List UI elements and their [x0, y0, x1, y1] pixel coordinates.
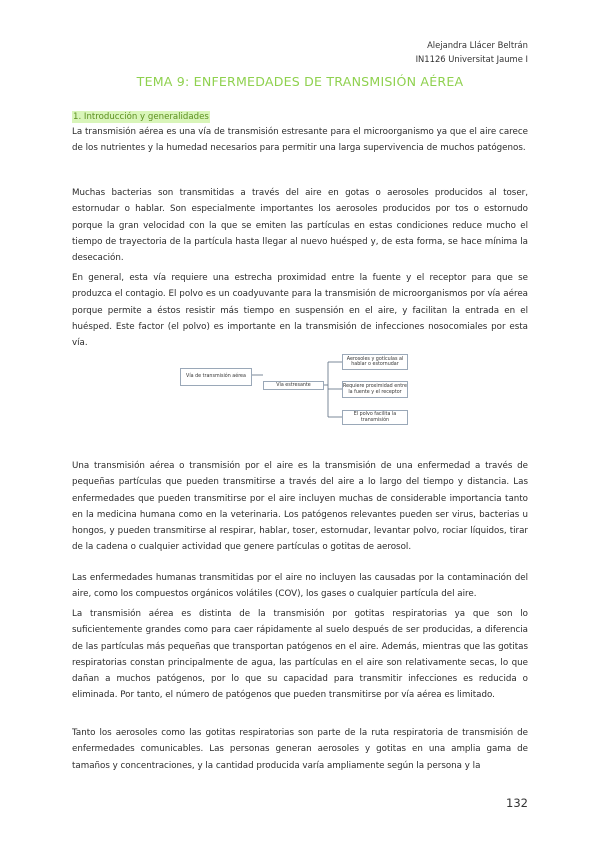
diagram-root-box: Vía de transmisión aérea — [180, 368, 252, 386]
diagram-leaf-2: Requiere proximidad entre la fuente y el receptor — [342, 381, 408, 398]
page-number: 132 — [506, 796, 528, 810]
paragraph-5: Las enfermedades humanas transmitidas por el aire no incluyen las causadas por la contaminación del aire, como los compuestos orgánicos volátiles (COV), los gases o cualquier partícula del aire. — [72, 573, 528, 600]
section-heading: 1. Introducción y generalidades — [73, 112, 209, 122]
paragraph-2: Muchas bacterias son transmitidas a través del aire en gotas o aerosoles producidos al toser, estornudar o hablar. Son especialmente importantes los aerosoles producidos por tos o estornudo porque la gran velocidad con la que se emiten las partículas en estas condiciones reduce mucho el tiempo de trayectoria de la partícula hasta llegar al nuevo huésped y, de esta forma, se hace mínima la desecación. — [72, 188, 528, 264]
paragraph-6: La transmisión aérea es distinta de la transmisión por gotitas respiratorias ya que son lo suficientemente grandes como para caer rápidamente al suelo después de ser producidas, a diferencia de las partículas más pequeñas que transportan patógenos en el aire. Además, mientras que las gotitas respiratorias constan principalmente de agua, las partículas en el aire son relativamente secas, lo que dañan a muchos patógenos, por lo que su capacidad para transmitir infecciones es reducida o eliminada. Por tanto, el número de patógenos que pueden transmitirse por vía aérea es limitado. — [72, 609, 528, 701]
page-title: TEMA 9: ENFERMEDADES DE TRANSMISIÓN AÉREA — [136, 74, 464, 89]
diagram-middle-box: Vía estresante — [263, 381, 324, 390]
transmission-diagram — [175, 354, 415, 436]
course-name: IN1126 Universitat Jaume I — [415, 54, 528, 64]
paragraph-3: En general, esta vía requiere una estrecha proximidad entre la fuente y el receptor para que se produzca el contagio. El polvo es un coadyuvante para la transmisión de microorganismos por vía aérea porque permite a éstos resistir más tiempo en suspensión en el aire, y facilitan la entrada en el huésped. Este factor (el polvo) es importante en la transmisión de infecciones nosocomiales por esta vía. — [72, 273, 528, 349]
author-name: Alejandra Llácer Beltrán — [427, 40, 528, 50]
diagram-leaf-1: Aerosoles y gotículas al hablar o estornudar — [342, 354, 408, 370]
paragraph-1: La transmisión aérea es una vía de transmisión estresante para el microorganismo ya que el aire carece de los nutrientes y la humedad necesarios para permitir una larga supervivencia de muchos patógenos. — [72, 127, 528, 154]
diagram-leaf-3: El polvo facilita la transmisión — [342, 410, 408, 425]
paragraph-4: Una transmisión aérea o transmisión por el aire es la transmisión de una enfermedad a través de pequeñas partículas que pueden transmitirse a través del aire a lo largo del tiempo y distancia. Las enfermedades que pueden transmitirse por el aire incluyen muchas de considerable importancia tanto en la medicina humana como en la veterinaria. Los patógenos relevantes pueden ser virus, bacterias u hongos, y pueden transmitirse al respirar, hablar, toser, estornudar, levantar polvo, rociar líquidos, tirar de la cadena o cualquier actividad que genere partículas o gotitas de aerosol. — [72, 461, 528, 553]
paragraph-7: Tanto los aerosoles como las gotitas respiratorias son parte de la ruta respiratoria de transmisión de enfermedades comunicables. Las personas generan aerosoles y gotitas en una amplia gama de tamaños y concentraciones, y la cantidad producida varía ampliamente según la persona y la — [72, 728, 528, 771]
page-header — [416, 38, 528, 66]
